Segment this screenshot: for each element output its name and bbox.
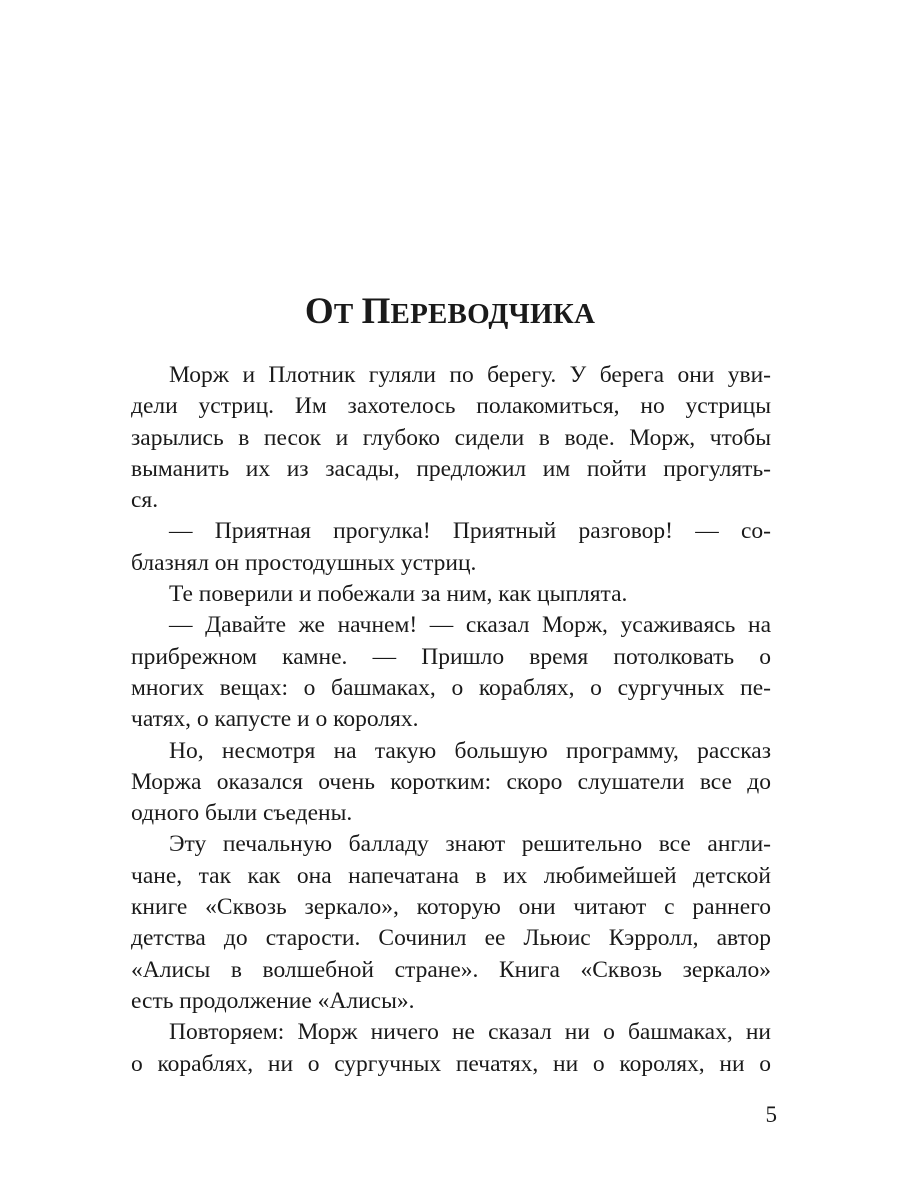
text-line: Те поверили и побежали за ним, как цыплята. (169, 581, 628, 608)
text-line: — Давайте же начнем! — сказал Морж, усаживаясь на (169, 612, 771, 639)
text-line: зарылись в песок и глубоко сидели в воде. Морж, чтобы (131, 424, 771, 451)
body-text (131, 360, 771, 1080)
text-line: есть продолжение «Алисы». (131, 987, 415, 1014)
text-line: чатях, о капусте и о королях. (131, 706, 419, 733)
chapter-title (0, 292, 900, 334)
text-line: Повторяем: Морж ничего не сказал ни о башмаках, ни (169, 1019, 771, 1046)
text-line: одного были съедены. (131, 800, 353, 827)
text-line: выманить их из засады, предложил им пойти прогулять- (131, 455, 771, 482)
text-line: многих вещах: о башмаках, о кораблях, о сургучных пе- (131, 674, 771, 701)
text-line: Моржа оказался очень коротким: скоро слушатели все до (131, 768, 771, 795)
text-line: Но, несмотря на такую большую программу, рассказ (169, 737, 771, 764)
page-number: 5 (765, 1102, 777, 1127)
chapter-title-letters: ЕРЕВОДЧИКА (390, 298, 596, 330)
text-line: Морж и Плотник гуляли по берегу. У берега они уви- (169, 362, 771, 388)
text-line: «Алисы в волшебной стране». Книга «Сквозь зеркало» (131, 956, 771, 983)
text-line: прибрежном камне. — Пришло время потолковать о (131, 643, 771, 670)
text-line: детства до старости. Сочинил ее Льюис Кэрролл, автор (131, 925, 771, 952)
chapter-title-letter: П (361, 291, 391, 332)
text-line: чане, так как она напечатана в их любимейшей детской (131, 862, 771, 889)
text-line: книге «Сквозь зеркало», которую они читают с раннего (131, 894, 771, 921)
text-line: ся. (131, 487, 159, 514)
chapter-title-letters: Т (333, 298, 354, 330)
text-line: о кораблях, ни о сургучных печатях, ни о королях, ни о (131, 1050, 771, 1077)
text-line: дели устриц. Им захотелось полакомиться, но устрицы (131, 393, 771, 420)
text-line: блазнял он простодушных устриц. (131, 549, 477, 576)
text-line: — Приятная прогулка! Приятный разговор! — со- (169, 518, 771, 545)
text-line: Эту печальную балладу знают решительно все англи- (169, 831, 771, 858)
chapter-title-letter: О (304, 291, 334, 332)
